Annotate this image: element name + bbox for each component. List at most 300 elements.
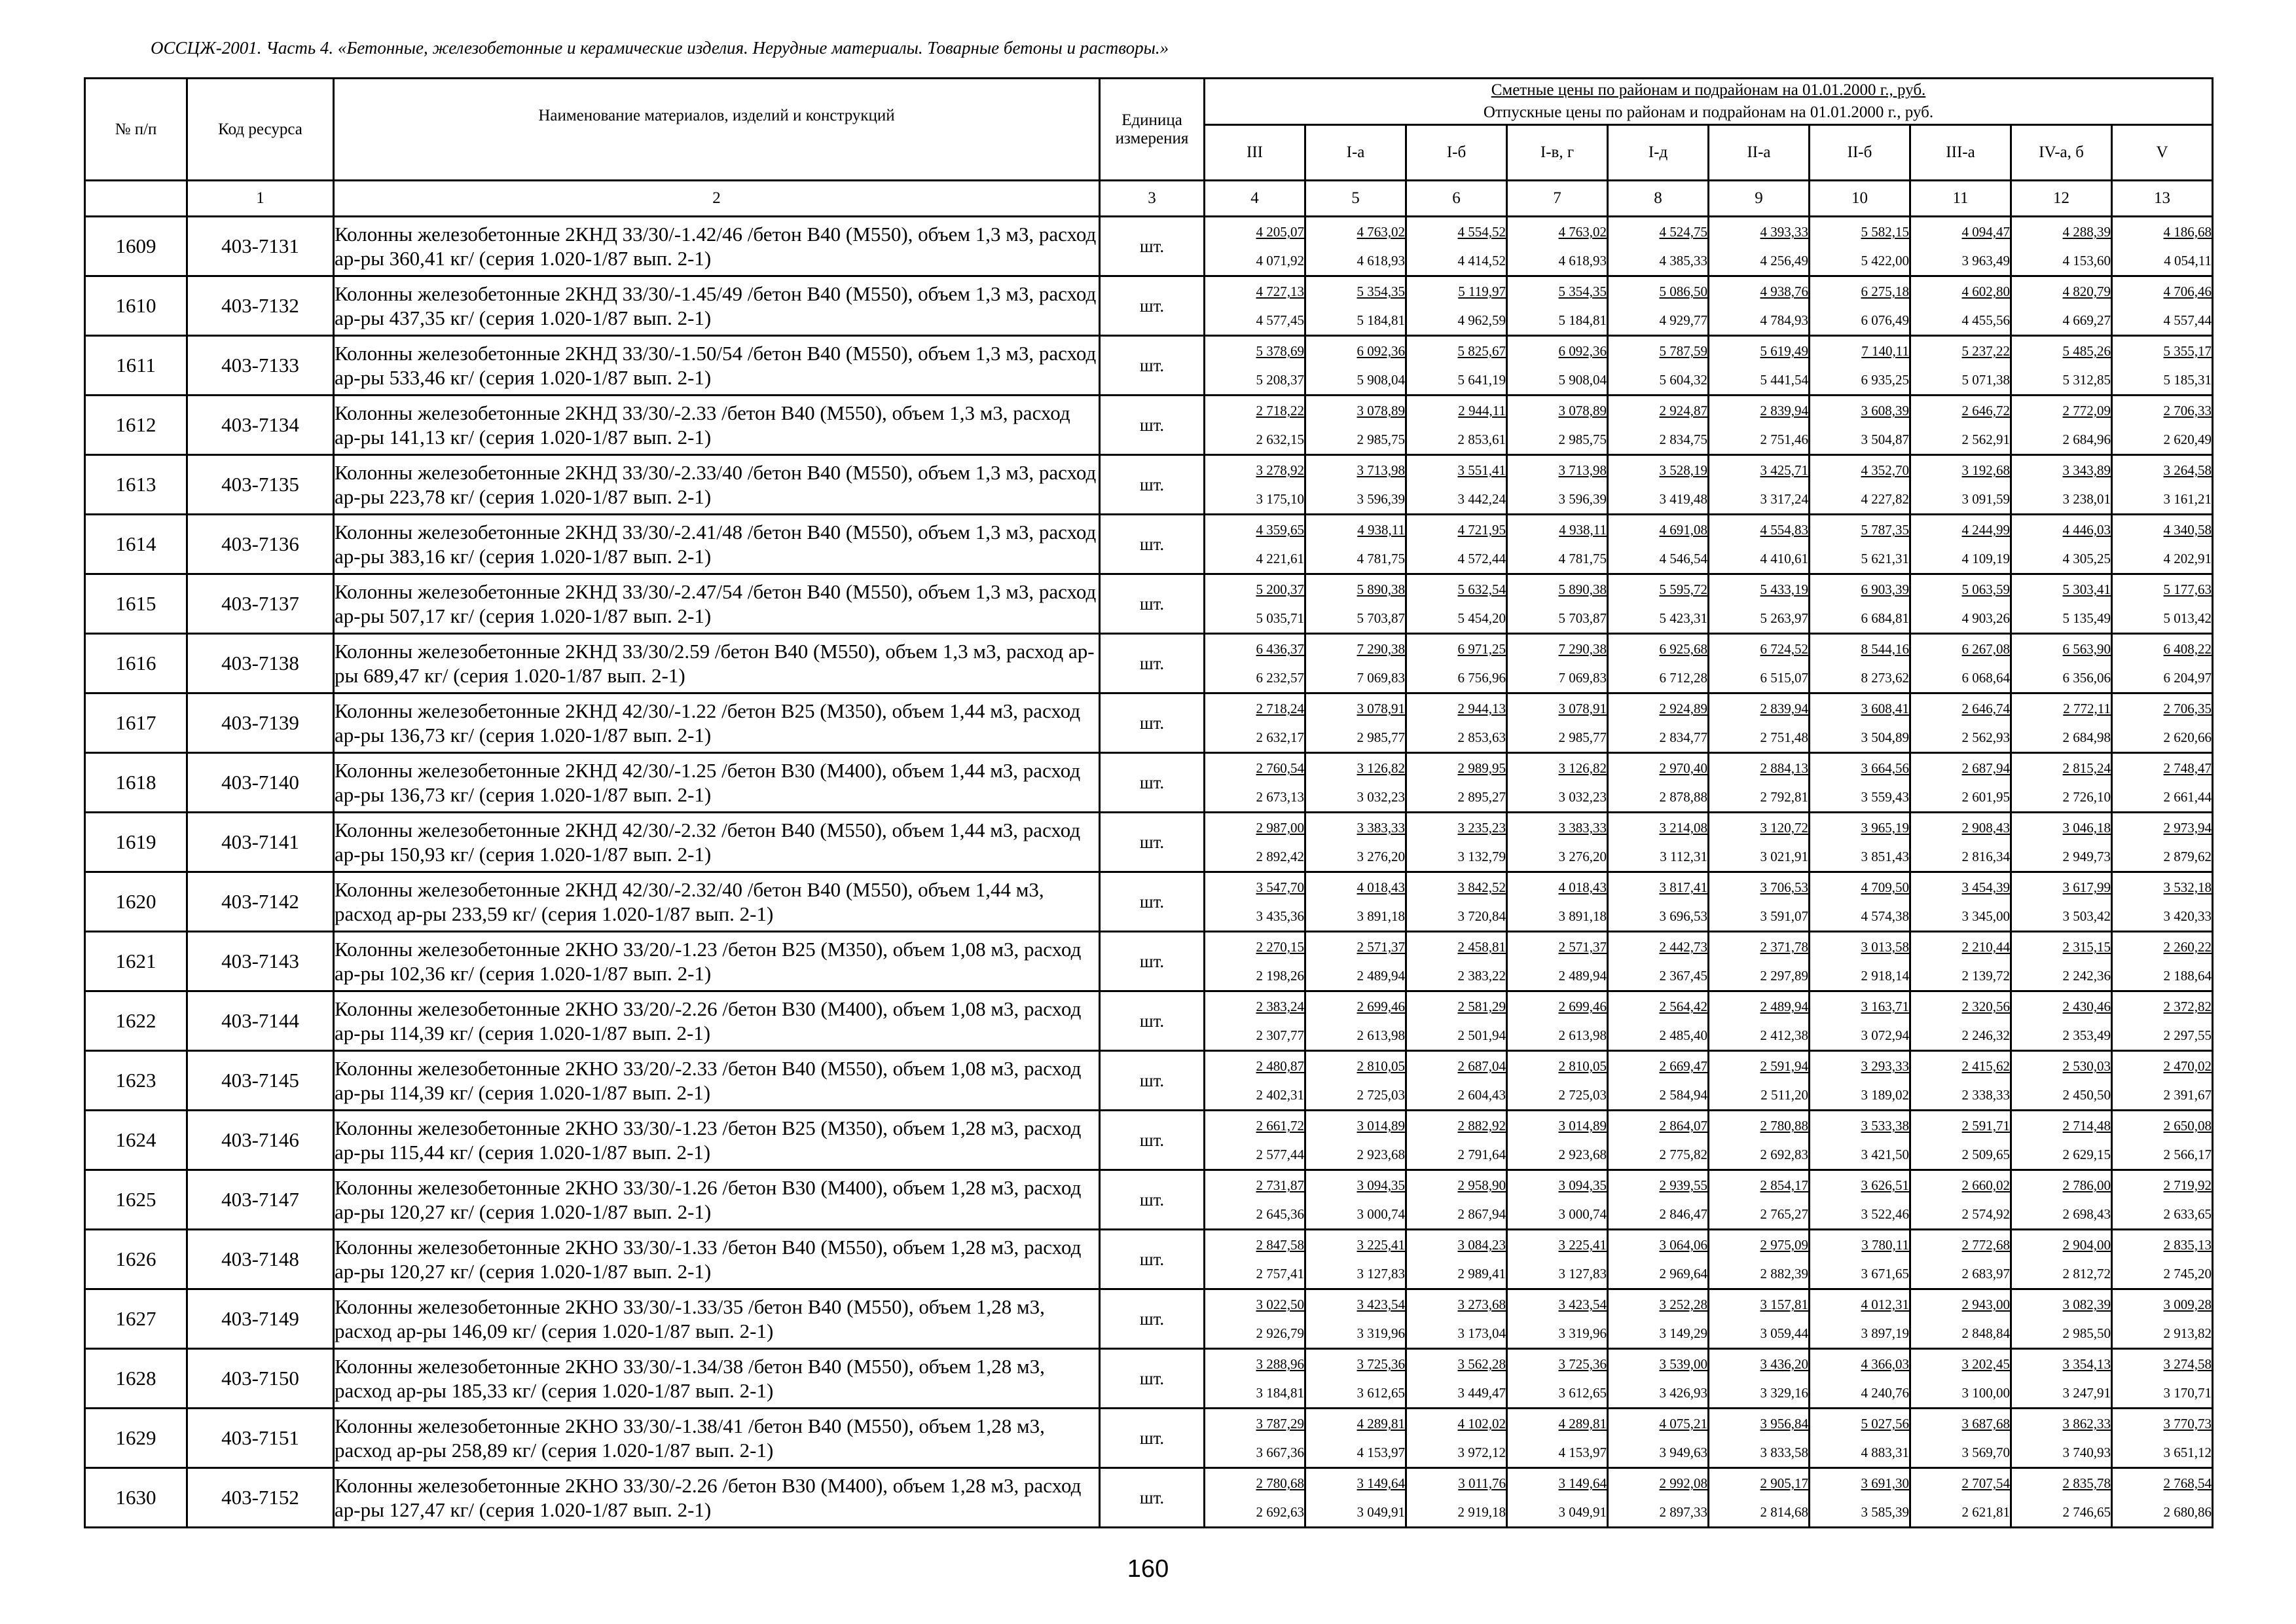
release-price: 3 740,93 [2062, 1445, 2111, 1460]
price-cell [1608, 1349, 1709, 1409]
release-price: 2 574,92 [1961, 1206, 2010, 1222]
header-prices [1205, 79, 2213, 125]
release-price: 3 696,53 [1659, 908, 1707, 924]
price-cell [1305, 455, 1406, 515]
price-cell [1507, 634, 1608, 693]
release-price: 2 853,63 [1457, 729, 1506, 745]
price-cell [1910, 1111, 2011, 1170]
release-price: 3 000,74 [1558, 1206, 1607, 1222]
estimate-price: 3 278,92 [1256, 462, 1304, 478]
estimate-price: 2 904,00 [2062, 1237, 2111, 1253]
estimate-price: 4 446,03 [2062, 522, 2111, 538]
row-index: 1612 [85, 396, 187, 455]
estimate-price: 2 939,55 [1659, 1177, 1707, 1193]
estimate-price: 5 119,97 [1458, 284, 1506, 299]
release-price: 2 757,41 [1256, 1266, 1304, 1282]
estimate-price: 2 970,40 [1659, 760, 1707, 776]
estimate-price: 3 528,19 [1659, 462, 1707, 478]
estimate-price: 5 063,59 [1961, 581, 2010, 597]
release-price: 2 645,36 [1256, 1206, 1304, 1222]
price-cell [1507, 872, 1608, 932]
price-cell [1910, 1289, 2011, 1349]
price-cell [1406, 1051, 1507, 1111]
release-price: 3 170,71 [2163, 1385, 2212, 1401]
estimate-price: 4 763,02 [1357, 224, 1405, 240]
release-price: 2 926,79 [1256, 1325, 1304, 1341]
release-price: 3 072,94 [1861, 1027, 1909, 1043]
header-prices-release: Отпускные цены по районам и подрайонам на 01.01.2000 г., руб. [1483, 103, 1934, 121]
price-cell [1810, 1409, 1910, 1468]
estimate-price: 2 489,94 [1760, 999, 1808, 1014]
release-price: 2 751,48 [1760, 729, 1808, 745]
resource-code: 403-7139 [187, 693, 334, 753]
resource-code: 403-7146 [187, 1111, 334, 1170]
estimate-price: 2 839,94 [1760, 403, 1808, 418]
estimate-price: 5 619,49 [1760, 343, 1808, 359]
estimate-price: 2 924,87 [1659, 403, 1707, 418]
price-cell [1205, 276, 1305, 336]
estimate-price: 2 835,13 [2163, 1237, 2212, 1253]
estimate-price: 3 252,28 [1659, 1297, 1707, 1312]
estimate-price: 2 260,22 [2163, 939, 2212, 955]
price-cell [1810, 872, 1910, 932]
table-row [85, 336, 2213, 396]
price-cell [1507, 1409, 1608, 1468]
price-cell [1608, 276, 1709, 336]
item-name: Колонны железобетонные 2КНО 33/30/-1.34/38 /бетон В40 (М550), объем 1,28 м3, расход ар-ры 185,33 кг/ (серия 1.020-1/87 вып. 2-1) [334, 1349, 1100, 1409]
price-cell [2011, 1170, 2112, 1230]
price-cell [1810, 1289, 1910, 1349]
estimate-price: 2 768,54 [2163, 1475, 2212, 1491]
estimate-price: 3 120,72 [1760, 820, 1808, 836]
estimate-price: 2 687,04 [1457, 1058, 1506, 1074]
price-cell [2011, 634, 2112, 693]
price-cell [1910, 515, 2011, 574]
row-index: 1610 [85, 276, 187, 336]
estimate-price: 2 706,35 [2163, 701, 2212, 716]
price-cell [1608, 634, 1709, 693]
resource-code: 403-7143 [187, 932, 334, 991]
release-price: 2 620,49 [2163, 432, 2212, 447]
estimate-price: 4 554,52 [1457, 224, 1506, 240]
estimate-price: 2 470,02 [2163, 1058, 2212, 1074]
price-cell [1205, 991, 1305, 1051]
table-row [85, 1230, 2213, 1289]
column-number-row [85, 181, 2213, 217]
estimate-price: 2 989,95 [1457, 760, 1506, 776]
estimate-price: 3 288,96 [1256, 1356, 1304, 1372]
price-cell [1709, 813, 1810, 872]
price-cell [2112, 1051, 2213, 1111]
estimate-price: 3 608,39 [1861, 403, 1909, 418]
release-price: 2 812,72 [2062, 1266, 2111, 1282]
price-cell [2011, 1111, 2112, 1170]
estimate-price: 4 018,43 [1357, 879, 1405, 895]
resource-code: 403-7135 [187, 455, 334, 515]
release-price: 3 504,87 [1861, 432, 1909, 447]
release-price: 5 071,38 [1961, 372, 2010, 388]
column-number: 6 [1406, 181, 1507, 217]
release-price: 3 449,47 [1457, 1385, 1506, 1401]
price-cell [1406, 1230, 1507, 1289]
release-price: 2 746,65 [2062, 1504, 2111, 1520]
release-price: 2 949,73 [2062, 849, 2111, 864]
price-cell [1507, 1051, 1608, 1111]
price-cell [1205, 1170, 1305, 1230]
price-cell [1406, 991, 1507, 1051]
estimate-price: 5 890,38 [1357, 581, 1405, 597]
price-cell [2112, 991, 2213, 1051]
item-name: Колонны железобетонные 2КНО 33/30/-1.26 /бетон В30 (М400), объем 1,28 м3, расход ар-ры 120,27 кг/ (серия 1.020-1/87 вып. 2-1) [334, 1170, 1100, 1230]
price-cell [1810, 753, 1910, 813]
column-number: 1 [187, 181, 334, 217]
estimate-price: 6 267,08 [1961, 641, 2010, 657]
release-price: 4 153,60 [2062, 253, 2111, 268]
estimate-price: 2 854,17 [1760, 1177, 1808, 1193]
header-name: Наименование материалов, изделий и конструкций [334, 79, 1100, 181]
estimate-price: 2 772,11 [2063, 701, 2111, 716]
release-price: 4 903,26 [1961, 610, 2010, 626]
price-cell [1910, 634, 2011, 693]
release-price: 2 918,14 [1861, 968, 1909, 984]
column-number: 3 [1100, 181, 1205, 217]
estimate-price: 4 102,02 [1457, 1416, 1506, 1431]
release-price: 2 684,98 [2062, 729, 2111, 745]
price-cell [1507, 813, 1608, 872]
release-price: 3 032,23 [1357, 789, 1405, 805]
price-cell [1205, 455, 1305, 515]
estimate-price: 2 646,72 [1961, 403, 2010, 418]
row-index: 1613 [85, 455, 187, 515]
estimate-price: 3 725,36 [1558, 1356, 1607, 1372]
estimate-price: 6 092,36 [1558, 343, 1607, 359]
estimate-price: 4 018,43 [1558, 879, 1607, 895]
release-price: 2 879,62 [2163, 849, 2212, 864]
price-cell [2011, 1289, 2112, 1349]
release-price: 2 680,86 [2163, 1504, 2212, 1520]
region-header: I-б [1406, 125, 1507, 181]
release-price: 3 720,84 [1457, 908, 1506, 924]
release-price: 4 227,82 [1861, 491, 1909, 507]
header-unit: Единица измерения [1100, 79, 1205, 181]
estimate-price: 2 943,00 [1961, 1297, 2010, 1312]
estimate-price: 2 320,56 [1961, 999, 2010, 1014]
estimate-price: 2 430,46 [2062, 999, 2111, 1014]
release-price: 6 712,28 [1659, 670, 1707, 686]
price-cell [1205, 634, 1305, 693]
price-cell [2112, 693, 2213, 753]
estimate-price: 2 372,82 [2163, 999, 2212, 1014]
estimate-price: 4 094,47 [1961, 224, 2010, 240]
release-price: 6 076,49 [1861, 312, 1909, 328]
estimate-price: 4 205,07 [1256, 224, 1304, 240]
item-name: Колонны железобетонные 2КНО 33/20/-1.23 /бетон В25 (М350), объем 1,08 м3, расход ар-ры 102,36 кг/ (серия 1.020-1/87 вып. 2-1) [334, 932, 1100, 991]
price-cell [1406, 455, 1507, 515]
estimate-price: 2 707,54 [1961, 1475, 2010, 1491]
release-price: 2 745,20 [2163, 1266, 2212, 1282]
release-price: 4 202,91 [2163, 551, 2212, 566]
price-cell [1910, 932, 2011, 991]
release-price: 5 703,87 [1357, 610, 1405, 626]
release-price: 3 851,43 [1861, 849, 1909, 864]
price-cell [1305, 1409, 1406, 1468]
release-price: 2 692,63 [1256, 1504, 1304, 1520]
price-cell [1305, 1349, 1406, 1409]
estimate-price: 4 186,68 [2163, 224, 2212, 240]
table-row [85, 1170, 2213, 1230]
table-row [85, 1289, 2213, 1349]
price-cell [1305, 396, 1406, 455]
estimate-price: 6 275,18 [1861, 284, 1909, 299]
price-cell [1709, 753, 1810, 813]
release-price: 2 367,45 [1659, 968, 1707, 984]
price-cell [2011, 276, 2112, 336]
estimate-price: 6 925,68 [1659, 641, 1707, 657]
release-price: 3 345,00 [1961, 908, 2010, 924]
price-cell [1406, 813, 1507, 872]
table-row [85, 813, 2213, 872]
price-cell [1205, 217, 1305, 276]
estimate-price: 3 126,82 [1558, 760, 1607, 776]
unit: шт. [1100, 1170, 1205, 1230]
estimate-price: 6 436,37 [1256, 641, 1304, 657]
estimate-price: 3 126,82 [1357, 760, 1405, 776]
price-cell [1709, 1289, 1810, 1349]
price-cell [1406, 574, 1507, 634]
estimate-price: 2 944,13 [1457, 701, 1506, 716]
estimate-price: 2 973,94 [2163, 820, 2212, 836]
estimate-price: 2 780,68 [1256, 1475, 1304, 1491]
item-name: Колонны железобетонные 2КНД 33/30/2.59 /бетон В40 (М550), объем 1,3 м3, расход ар-ры 689,47 кг/ (серия 1.020-1/87 вып. 2-1) [334, 634, 1100, 693]
price-cell [2112, 1111, 2213, 1170]
price-cell [1305, 336, 1406, 396]
estimate-price: 4 366,03 [1861, 1356, 1909, 1372]
release-price: 3 585,39 [1861, 1504, 1909, 1520]
estimate-price: 6 971,25 [1457, 641, 1506, 657]
release-price: 3 963,49 [1961, 253, 2010, 268]
estimate-price: 3 383,33 [1357, 820, 1405, 836]
price-cell [2112, 872, 2213, 932]
release-price: 3 897,19 [1861, 1325, 1909, 1341]
release-price: 3 522,46 [1861, 1206, 1909, 1222]
estimate-price: 2 975,09 [1760, 1237, 1808, 1253]
release-price: 3 173,04 [1457, 1325, 1506, 1341]
release-price: 6 756,96 [1457, 670, 1506, 686]
resource-code: 403-7140 [187, 753, 334, 813]
column-number: 2 [334, 181, 1100, 217]
price-cell [1608, 1289, 1709, 1349]
price-cell [1608, 813, 1709, 872]
release-price: 4 557,44 [2163, 312, 2212, 328]
region-header: II-б [1810, 125, 1910, 181]
estimate-price: 2 530,03 [2062, 1058, 2111, 1074]
price-cell [1205, 1468, 1305, 1528]
price-cell [1406, 1170, 1507, 1230]
estimate-price: 2 815,24 [2062, 760, 2111, 776]
price-cell [1709, 932, 1810, 991]
estimate-price: 4 820,79 [2062, 284, 2111, 299]
release-price: 2 698,43 [2062, 1206, 2111, 1222]
table-row [85, 753, 2213, 813]
price-cell [2112, 1349, 2213, 1409]
estimate-price: 3 078,91 [1558, 701, 1607, 716]
release-price: 4 781,75 [1558, 551, 1607, 566]
release-price: 3 049,91 [1357, 1504, 1405, 1520]
price-cell [1507, 1111, 1608, 1170]
release-price: 3 189,02 [1861, 1087, 1909, 1103]
price-cell [1507, 276, 1608, 336]
release-price: 4 546,54 [1659, 551, 1707, 566]
price-cell [1709, 1051, 1810, 1111]
estimate-price: 3 539,00 [1659, 1356, 1707, 1372]
estimate-price: 2 786,00 [2062, 1177, 2111, 1193]
document-header: ОССЦЖ-2001. Часть 4. «Бетонные, железобетонные и керамические изделия. Нерудные материалы. Товарные бетоны и растворы.» [151, 38, 1169, 58]
resource-code: 403-7138 [187, 634, 334, 693]
release-price: 4 054,11 [2164, 253, 2212, 268]
column-number: 4 [1205, 181, 1305, 217]
release-price: 2 985,77 [1357, 729, 1405, 745]
price-cell [1507, 1170, 1608, 1230]
price-cell [2112, 217, 2213, 276]
price-cell [1507, 336, 1608, 396]
price-cell [1608, 1230, 1709, 1289]
estimate-price: 4 244,99 [1961, 522, 2010, 538]
table-row [85, 634, 2213, 693]
row-index: 1618 [85, 753, 187, 813]
price-cell [1608, 1409, 1709, 1468]
table-row [85, 1409, 2213, 1468]
price-cell [2011, 1349, 2112, 1409]
estimate-price: 5 433,19 [1760, 581, 1808, 597]
estimate-price: 2 650,08 [2163, 1118, 2212, 1134]
release-price: 2 601,95 [1961, 789, 2010, 805]
price-cell [1709, 574, 1810, 634]
estimate-price: 4 012,31 [1861, 1297, 1909, 1312]
price-cell [2112, 813, 2213, 872]
region-header: V [2112, 125, 2213, 181]
price-cell [1910, 1349, 2011, 1409]
release-price: 2 391,67 [2163, 1087, 2212, 1103]
estimate-price: 2 581,29 [1457, 999, 1506, 1014]
estimate-price: 2 480,87 [1256, 1058, 1304, 1074]
item-name: Колонны железобетонные 2КНО 33/30/-1.33/35 /бетон В40 (М550), объем 1,28 м3, расход ар-ры 146,09 кг/ (серия 1.020-1/87 вып. 2-1) [334, 1289, 1100, 1349]
price-cell [1608, 872, 1709, 932]
price-cell [2112, 336, 2213, 396]
release-price: 7 069,83 [1558, 670, 1607, 686]
release-price: 3 238,01 [2062, 491, 2111, 507]
price-cell [2112, 455, 2213, 515]
unit: шт. [1100, 753, 1205, 813]
estimate-price: 2 564,42 [1659, 999, 1707, 1014]
release-price: 2 562,93 [1961, 729, 2010, 745]
release-price: 2 242,36 [2062, 968, 2111, 984]
table-row [85, 396, 2213, 455]
release-price: 2 791,64 [1457, 1147, 1506, 1162]
resource-code: 403-7137 [187, 574, 334, 634]
unit: шт. [1100, 276, 1205, 336]
price-cell [1406, 396, 1507, 455]
unit: шт. [1100, 455, 1205, 515]
price-cell [1406, 515, 1507, 574]
estimate-price: 3 273,68 [1457, 1297, 1506, 1312]
table-header [85, 79, 2213, 217]
release-price: 3 651,12 [2163, 1445, 2212, 1460]
release-price: 6 356,06 [2062, 670, 2111, 686]
price-cell [1709, 693, 1810, 753]
estimate-price: 2 760,54 [1256, 760, 1304, 776]
price-cell [1305, 1468, 1406, 1528]
release-price: 5 185,31 [2163, 372, 2212, 388]
price-cell [1709, 1468, 1810, 1528]
price-cell [1507, 991, 1608, 1051]
unit: шт. [1100, 396, 1205, 455]
release-price: 3 276,20 [1558, 849, 1607, 864]
price-table [84, 77, 2214, 1528]
price-cell [1205, 813, 1305, 872]
estimate-price: 3 354,13 [2062, 1356, 2111, 1372]
region-header: II-а [1709, 125, 1810, 181]
estimate-price: 3 664,56 [1861, 760, 1909, 776]
item-name: Колонны железобетонные 2КНО 33/20/-2.33 /бетон В40 (М550), объем 1,08 м3, расход ар-ры 114,39 кг/ (серия 1.020-1/87 вып. 2-1) [334, 1051, 1100, 1111]
estimate-price: 4 340,58 [2163, 522, 2212, 538]
unit: шт. [1100, 1289, 1205, 1349]
estimate-price: 2 315,15 [2062, 939, 2111, 955]
price-cell [1406, 1349, 1507, 1409]
price-cell [2011, 396, 2112, 455]
price-cell [1608, 932, 1709, 991]
price-cell [1305, 1289, 1406, 1349]
price-cell [1910, 991, 2011, 1051]
release-price: 3 435,36 [1256, 908, 1304, 924]
price-cell [1406, 693, 1507, 753]
release-price: 5 422,00 [1861, 253, 1909, 268]
price-cell [2112, 634, 2213, 693]
release-price: 2 511,20 [1760, 1087, 1808, 1103]
price-cell [1709, 991, 1810, 1051]
estimate-price: 2 591,94 [1760, 1058, 1808, 1074]
price-cell [2112, 1409, 2213, 1468]
price-cell [1608, 1170, 1709, 1230]
release-price: 3 021,91 [1760, 849, 1808, 864]
column-number: 11 [1910, 181, 2011, 217]
estimate-price: 3 046,18 [2062, 820, 2111, 836]
row-index: 1621 [85, 932, 187, 991]
estimate-price: 6 563,90 [2062, 641, 2111, 657]
estimate-price: 5 086,50 [1659, 284, 1707, 299]
release-price: 6 935,25 [1861, 372, 1909, 388]
release-price: 2 814,68 [1760, 1504, 1808, 1520]
header-index: № п/п [85, 79, 187, 181]
estimate-price: 7 290,38 [1357, 641, 1405, 657]
release-price: 2 633,65 [2163, 1206, 2212, 1222]
release-price: 2 846,47 [1659, 1206, 1707, 1222]
release-price: 2 566,17 [2163, 1147, 2212, 1162]
estimate-price: 4 691,08 [1659, 522, 1707, 538]
row-index: 1629 [85, 1409, 187, 1468]
price-cell [2011, 1409, 2112, 1468]
estimate-price: 3 274,58 [2163, 1356, 2212, 1372]
price-cell [1608, 1111, 1709, 1170]
price-cell [1205, 1051, 1305, 1111]
release-price: 2 969,64 [1659, 1266, 1707, 1282]
estimate-price: 3 192,68 [1961, 462, 2010, 478]
price-cell [2112, 1170, 2213, 1230]
estimate-price: 2 646,74 [1961, 701, 2010, 716]
row-index: 1623 [85, 1051, 187, 1111]
price-cell [1205, 872, 1305, 932]
estimate-price: 3 235,23 [1457, 820, 1506, 836]
price-cell [1910, 1051, 2011, 1111]
